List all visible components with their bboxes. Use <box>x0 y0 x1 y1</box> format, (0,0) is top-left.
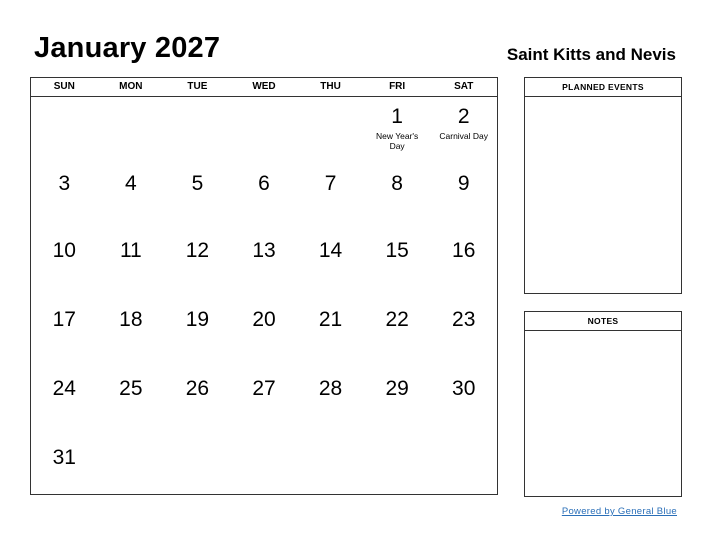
day-number: 19 <box>185 308 210 331</box>
day-number <box>297 438 364 447</box>
day-cell <box>231 164 298 231</box>
day-number: 2 <box>457 105 470 128</box>
day-cell <box>31 300 98 369</box>
day-number: 12 <box>185 239 210 262</box>
day-number: 28 <box>318 377 343 400</box>
day-cell <box>98 369 165 438</box>
weekday-header <box>31 78 497 97</box>
day-cell <box>31 164 98 231</box>
day-cell <box>297 231 364 300</box>
day-cell <box>98 300 165 369</box>
weekday-label-thu: THU <box>320 81 341 92</box>
weekday-label-fri: FRI <box>389 81 406 92</box>
day-cell <box>164 369 231 438</box>
day-number: 20 <box>252 308 276 331</box>
day-number: 15 <box>385 239 409 262</box>
calendar-title: January 2027 <box>34 32 221 64</box>
notes-panel <box>524 311 682 497</box>
day-number: 24 <box>52 377 76 400</box>
day-cell <box>297 164 364 231</box>
day-number <box>98 438 165 447</box>
calendar-grid <box>31 97 497 498</box>
planned-events-panel <box>524 77 682 294</box>
day-number: 9 <box>457 172 470 195</box>
day-cell <box>430 231 497 300</box>
day-cell <box>297 97 364 164</box>
weekday-label-tue: TUE <box>187 81 208 92</box>
day-number: 29 <box>385 377 409 400</box>
day-number <box>164 97 231 106</box>
weekday-label-sun: SUN <box>53 81 75 92</box>
day-number <box>31 97 98 106</box>
holiday-label: New Year's Day <box>376 131 419 151</box>
day-number <box>98 97 165 106</box>
day-cell <box>364 369 431 438</box>
powered-by-link[interactable]: Powered by General Blue <box>561 506 677 517</box>
day-number: 5 <box>191 172 204 195</box>
day-number: 22 <box>385 308 409 331</box>
day-cell <box>231 300 298 369</box>
day-number <box>164 438 231 447</box>
day-number: 17 <box>52 308 76 331</box>
day-cell <box>364 231 431 300</box>
day-cell <box>98 438 165 498</box>
planned-events-heading: PLANNED EVENTS <box>525 78 681 97</box>
weekday-label-mon: MON <box>119 81 143 92</box>
day-cell <box>430 438 497 498</box>
day-number: 3 <box>58 172 71 195</box>
day-cell <box>297 369 364 438</box>
day-number: 14 <box>318 239 343 262</box>
day-number: 8 <box>391 172 403 195</box>
day-cell <box>430 164 497 231</box>
day-cell <box>98 97 165 164</box>
day-cell <box>98 231 165 300</box>
day-cell <box>164 438 231 498</box>
day-cell <box>430 300 497 369</box>
day-cell <box>364 97 431 164</box>
day-number: 16 <box>452 239 476 262</box>
day-cell <box>31 97 98 164</box>
day-number: 6 <box>258 172 270 195</box>
day-number: 30 <box>452 377 476 400</box>
day-number: 23 <box>452 308 476 331</box>
day-number <box>231 97 298 106</box>
day-number <box>231 438 298 447</box>
day-number: 31 <box>52 446 76 469</box>
day-cell <box>164 97 231 164</box>
day-number: 7 <box>324 172 337 195</box>
month-calendar <box>30 77 498 495</box>
day-cell <box>98 164 165 231</box>
day-number: 18 <box>119 308 143 331</box>
day-number <box>364 438 431 447</box>
day-number: 4 <box>125 172 137 195</box>
day-cell <box>231 438 298 498</box>
weekday-label-wed: WED <box>252 81 276 92</box>
day-cell <box>164 300 231 369</box>
day-cell <box>430 369 497 438</box>
day-cell <box>31 369 98 438</box>
day-cell <box>164 164 231 231</box>
day-number: 1 <box>391 105 403 128</box>
day-number: 21 <box>318 308 343 331</box>
day-cell <box>31 231 98 300</box>
day-cell <box>231 369 298 438</box>
day-cell <box>31 438 98 498</box>
day-cell <box>364 300 431 369</box>
day-cell <box>364 164 431 231</box>
day-cell <box>364 438 431 498</box>
day-cell <box>231 231 298 300</box>
day-number: 11 <box>119 239 142 262</box>
notes-heading: NOTES <box>525 312 681 331</box>
day-number: 26 <box>185 377 210 400</box>
day-cell <box>297 300 364 369</box>
day-cell <box>164 231 231 300</box>
country-name: Saint Kitts and Nevis <box>506 45 676 64</box>
day-number: 27 <box>252 377 276 400</box>
day-number: 25 <box>119 377 143 400</box>
weekday-label-sat: SAT <box>454 81 474 92</box>
holiday-label: Carnival Day <box>439 131 489 141</box>
day-cell <box>297 438 364 498</box>
day-cell <box>430 97 497 164</box>
day-cell <box>231 97 298 164</box>
day-number <box>297 97 364 106</box>
day-number: 13 <box>252 239 276 262</box>
day-number: 10 <box>52 239 76 262</box>
day-number <box>430 438 497 447</box>
